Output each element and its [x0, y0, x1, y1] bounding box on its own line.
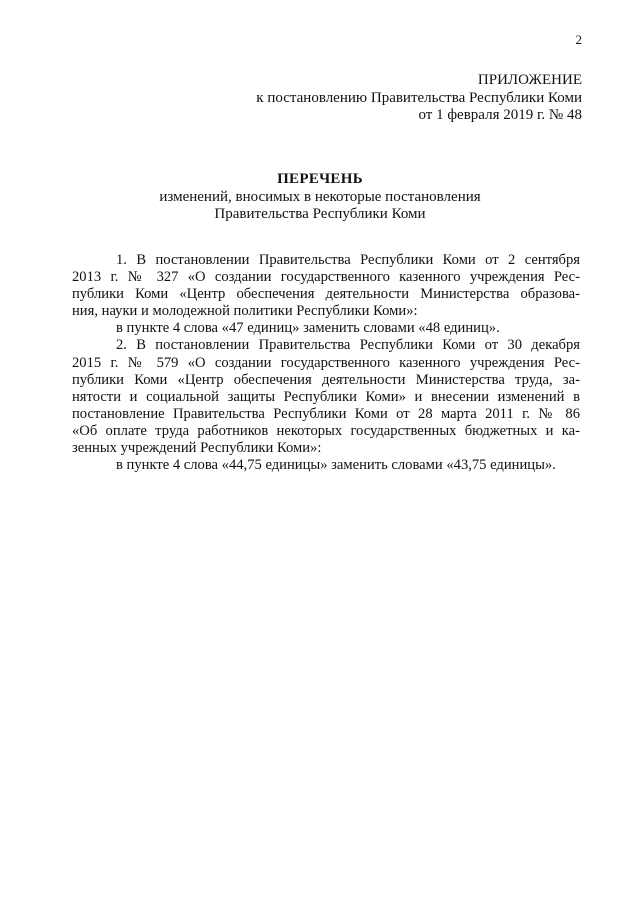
item1-line: в пункте 4 слова «47 единиц» заменить словами «48 единиц».: [116, 320, 500, 337]
item2-line: 2015 г. № 579 «О создании государственного казенного учреждения Рес-: [72, 354, 580, 371]
item2-line: «Об оплате труда работников некоторых государственных бюджетных и ка-: [72, 422, 580, 439]
document-heading: [120, 171, 520, 224]
item2-line: публики Коми «Центр обеспечения деятельности Министерства труда, за-: [72, 371, 580, 388]
item2-line: 2. В постановлении Правительства Республики Коми от 30 декабря: [116, 337, 580, 354]
item1-line: ния, науки и молодежной политики Республики Коми»:: [72, 303, 418, 320]
document-body: [72, 252, 580, 474]
heading-subtitle-line1: изменений, вносимых в некоторые постановления: [159, 188, 481, 205]
item2-line: зенных учреждений Республики Коми»:: [72, 440, 322, 457]
heading-title: ПЕРЕЧЕНЬ: [277, 171, 363, 187]
item1-line: 1. В постановлении Правительства Республики Коми от 2 сентября: [116, 252, 580, 268]
page-number: 2: [575, 32, 582, 47]
appendix-block: [256, 72, 582, 125]
heading-subtitle-line2: Правительства Республики Коми: [214, 206, 426, 222]
item1-line: 2013 г. № 327 «О создании государственного казенного учреждения Рес-: [72, 269, 580, 286]
item2-line: в пункте 4 слова «44,75 единицы» заменить словами «43,75 единицы».: [116, 457, 556, 474]
appendix-date: от 1 февраля 2019 г. № 48: [418, 107, 582, 123]
appendix-reference: к постановлению Правительства Республики Коми: [256, 89, 582, 106]
appendix-title: ПРИЛОЖЕНИЕ: [477, 72, 582, 88]
item2-line: постановление Правительства Республики Коми от 28 марта 2011 г. № 86: [72, 405, 580, 422]
item2-line: нятости и социальной защиты Республики Коми» и внесении изменений в: [72, 388, 580, 405]
item1-line: публики Коми «Центр обеспечения деятельности Министерства образова-: [72, 286, 580, 303]
